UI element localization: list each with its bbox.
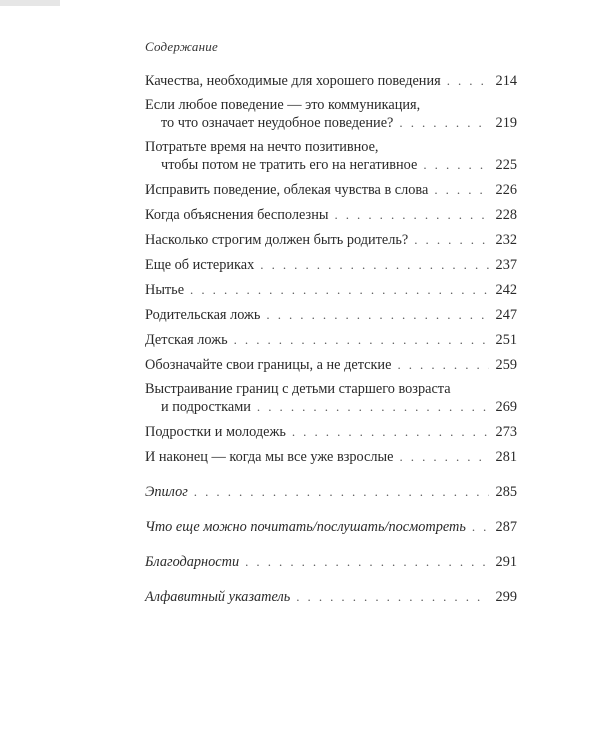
toc-entry-line [145,281,517,299]
toc-entry-title: Благодарности [145,554,240,570]
toc-entry-title: Подростки и молодежь [145,424,286,440]
dot-leader [472,518,489,535]
dot-leader [414,231,489,248]
dot-leader [399,448,489,465]
toc-entry-line [145,588,517,606]
dot-leader [245,553,489,570]
toc-entry [145,423,517,441]
toc-entry-title: Алфавитный указатель [145,589,291,605]
toc-entry-title: И наконец — когда мы все уже взрослые [145,449,394,465]
toc-entry [145,256,517,274]
toc-entry-line [145,156,517,174]
toc-entry-title: Детская ложь [145,332,228,348]
dot-leader [292,423,489,440]
toc-entry-title: Эпилог [145,484,188,500]
toc-section-entry [145,553,517,571]
toc-page-number: 225 [495,157,517,173]
toc-entry-line [145,483,517,501]
toc-entry-title: и подростками [161,399,251,415]
toc-entry-title: то что означает неудобное поведение? [161,115,394,131]
toc-entry-line [145,181,517,199]
dot-leader [194,483,489,500]
toc-entry-line [145,553,517,571]
toc-entry [145,231,517,249]
toc-page-number: 232 [495,232,517,248]
toc-page-number: 285 [495,484,517,500]
toc-entry-title: Исправить поведение, облекая чувства в слова [145,182,429,198]
toc-page-number: 299 [495,589,517,605]
toc-entry [145,181,517,199]
toc-entry-line [145,331,517,349]
toc-entry-title-line: Если любое поведение — это коммуникация, [145,97,421,113]
toc-page-number: 281 [495,449,517,465]
dot-leader [334,206,489,223]
toc-entry [145,331,517,349]
toc-entry-title: Обозначайте свои границы, а не детские [145,357,392,373]
toc-entry-title: Насколько строгим должен быть родитель? [145,232,409,248]
toc-entry-line [145,72,517,90]
toc-entry-title: Родительская ложь [145,307,261,323]
toc-page-number: 226 [495,182,517,198]
toc-page-number: 269 [495,399,517,415]
dot-leader [296,588,489,605]
toc-entry-line [145,114,517,132]
table-of-contents [145,72,517,623]
toc-page-number: 273 [495,424,517,440]
toc-entry [145,281,517,299]
toc-page-number: 259 [495,357,517,373]
toc-entry [145,381,517,416]
dot-leader [434,181,489,198]
toc-page-number: 251 [495,332,517,348]
dot-leader [257,398,489,415]
toc-entry-title-line: Потратьте время на нечто позитивное, [145,139,379,155]
running-head: Содержание [145,39,218,54]
toc-entry-line [145,206,517,224]
dot-leader [190,281,489,298]
toc-entry [145,206,517,224]
toc-entry-line [145,356,517,374]
dot-leader [397,356,489,373]
toc-page-number: 247 [495,307,517,323]
toc-entry-line [145,256,517,274]
toc-entry-title: Еще об истериках [145,257,255,273]
toc-entry-line [145,518,517,536]
toc-entry-line [145,448,517,466]
toc-entry-line [145,231,517,249]
dot-leader [399,114,489,131]
toc-entry-title: чтобы потом не тратить его на негативное [161,157,418,173]
toc-entry [145,448,517,466]
dot-leader [234,331,489,348]
toc-section-entry [145,588,517,606]
toc-entry [145,306,517,324]
toc-entry-line [145,398,517,416]
toc-page-number: 228 [495,207,517,223]
toc-entry-line [145,423,517,441]
toc-entry-title: Качества, необходимые для хорошего поведения [145,73,441,89]
toc-entry-title: Нытье [145,282,185,298]
toc-section-entry [145,518,517,536]
toc-entry [145,97,517,132]
toc-entry [145,72,517,90]
dot-leader [447,72,489,89]
toc-entry-title: Когда объяснения бесполезны [145,207,329,223]
dot-leader [260,256,489,273]
dot-leader [266,306,489,323]
toc-page-number: 291 [495,554,517,570]
toc-entry-title-line: Выстраивание границ с детьми старшего возраста [145,381,451,397]
toc-entry-title: Что еще можно почитать/послушать/посмотреть [145,519,466,535]
toc-page-number: 287 [495,519,517,535]
toc-entry [145,139,517,174]
toc-page-number: 219 [495,115,517,131]
toc-entry-line [145,306,517,324]
toc-page-number: 214 [495,73,517,89]
toc-entry [145,356,517,374]
toc-page-number: 237 [495,257,517,273]
toc-section-entry [145,483,517,501]
dot-leader [423,156,489,173]
toc-page-number: 242 [495,282,517,298]
page-corner-mark [0,0,60,6]
